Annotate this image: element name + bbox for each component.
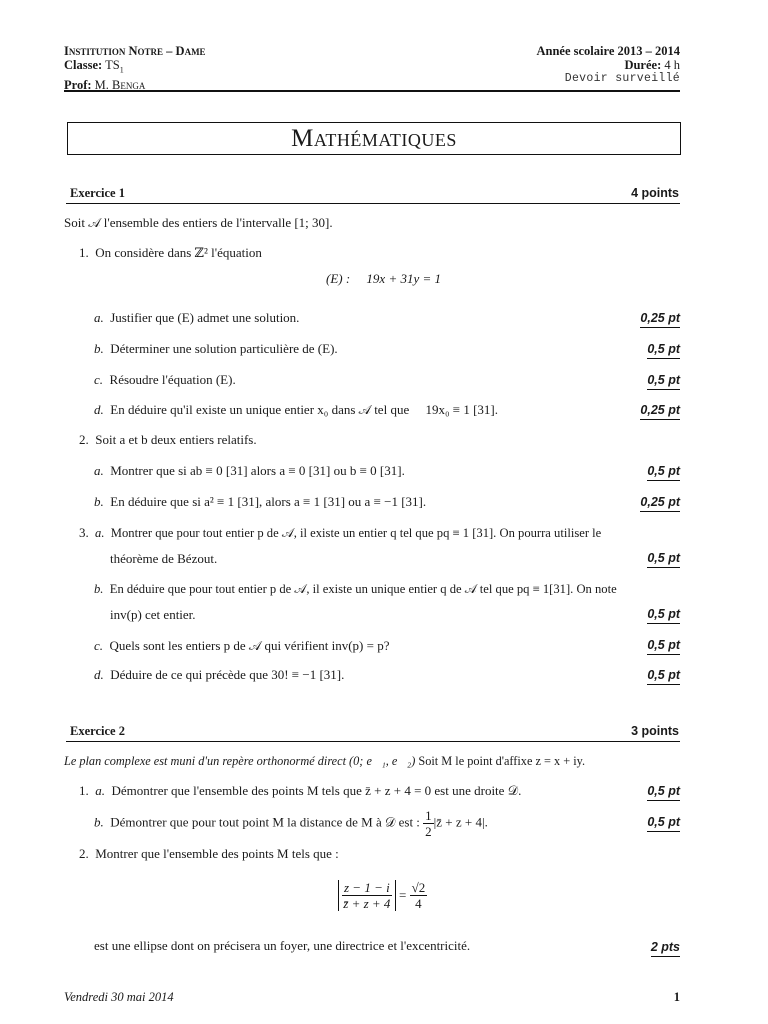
ex1-q3d: d. Déduire de ce qui précède que 30! ≡ −1 [31]. (94, 667, 345, 682)
ex1-intro: Soit 𝒜 l'ensemble des entiers de l'intervalle [1; 30]. (64, 215, 333, 230)
ex1-q1d-points: 0,25 pt (640, 403, 680, 420)
exercise-2-header (66, 724, 680, 742)
duration-line: Durée: 4 h (624, 58, 680, 72)
exercise-2-title: Exercice 2 (70, 724, 125, 738)
footer-date: Vendredi 30 mai 2014 (64, 990, 174, 1004)
ex1-q2b: b. En déduire que si a² ≡ 1 [31], alors a ≡ 1 [31] ou a ≡ −1 [31]. (94, 494, 427, 509)
ex2-q1b: b. Démontrer que pour tout point M la distance de M à 𝒟 est : $\frac{1}{2}$ |z̄ + z + 4|. (94, 808, 488, 839)
ex1-q3a-cont: théorème de Bézout. (110, 551, 218, 566)
header-rule (64, 90, 680, 92)
ex1-q3c-points: 0,5 pt (647, 638, 680, 655)
ex1-equation: (E) : 19x + 31y = 1 (326, 271, 442, 286)
ex1-q3b-cont: inv(p) cet entier. (110, 607, 196, 622)
ex1-q2a-points: 0,5 pt (647, 464, 680, 481)
exercise-1-header (66, 186, 680, 204)
ex1-q3a-points: 0,5 pt (647, 551, 680, 568)
classe-line: Classe: $TS_1$ (64, 58, 124, 75)
ex1-q3b: b. En déduire que pour tout entier p de 𝒜, il existe un unique entier q de 𝒜 tel que pq ≡ 1[31]. On note (94, 582, 617, 596)
exercise-1-title: Exercice 1 (70, 186, 125, 200)
exam-type: Devoir surveillé (564, 72, 680, 85)
page-title: Mathématiques (291, 125, 457, 152)
ex2-equation: $\frac{z - 1 - i}{z̄ + z + 4}$ = $\frac{√2}{4}$ (338, 880, 427, 911)
ex2-q2-conclusion: est une ellipse dont on précisera un foyer, une directrice et l'excentricité. (94, 938, 471, 953)
title-box (67, 122, 681, 155)
ex2-q1b-points: 0,5 pt (647, 815, 680, 832)
ex1-q3b-points: 0,5 pt (647, 607, 680, 624)
exercise-1-points: 4 points (631, 186, 679, 200)
ex1-q2: 2. Soit a et b deux entiers relatifs. (79, 432, 257, 447)
one-half-fraction: $\frac{1}{2}$ (425, 808, 432, 839)
header-left (64, 44, 206, 92)
ex1-q1a-points: 0,25 pt (640, 311, 680, 328)
exercise-2-points: 3 points (631, 724, 679, 738)
ex1-q1c-points: 0,5 pt (647, 373, 680, 390)
prof-line: Prof: M. Benga (64, 77, 146, 92)
ex1-q3a: 3. a. Montrer que pour tout entier p de 𝒜, il existe un entier q tel que pq ≡ 1 [31]. On pourra utiliser le (79, 525, 602, 540)
ex1-q3c: c. Quels sont les entiers p de 𝒜 qui vérifient inv(p) = p? (94, 638, 390, 653)
ex2-intro: Le plan complexe est muni d'un repère orthonormé direct (0; e⃗₁, e⃗₂) Soit M le point d'affixe z = x + iy. (64, 754, 586, 768)
header-right (536, 44, 680, 86)
ex2-q1a: 1. a. Démontrer que l'ensemble des points M tels que z̄ + z + 4 = 0 est une droite 𝒟. (79, 783, 522, 798)
ex2-q2: 2. Montrer que l'ensemble des points M tels que : (79, 846, 339, 861)
ex1-q3d-points: 0,5 pt (647, 668, 680, 685)
ex1-q1b-points: 0,5 pt (647, 342, 680, 359)
ex1-q1: 1. On considère dans ℤ² l'équation (79, 245, 262, 260)
page-number: 1 (673, 990, 680, 1004)
school-year: Année scolaire 2013 – 2014 (536, 44, 680, 58)
ex1-q2a: a. Montrer que si ab ≡ 0 [31] alors a ≡ 0 [31] ou b ≡ 0 [31]. (94, 463, 405, 478)
ex1-q1d: d. En déduire qu'il existe un unique entier x₀ dans 𝒜 tel que 19x₀ ≡ 1 [31]. (94, 402, 498, 417)
ex2-q1a-points: 0,5 pt (647, 784, 680, 801)
ex1-q1c: c. Résoudre l'équation (E). (94, 372, 236, 387)
institution-name: Institution Notre – Dame (64, 44, 206, 58)
ex2-q2-points: 2 pts (651, 940, 680, 957)
ex1-q2b-points: 0,25 pt (640, 495, 680, 512)
ex1-q1a: a. Justifier que (E) admet une solution. (94, 310, 300, 325)
ex1-q1b: b. Déterminer une solution particulière de (E). (94, 341, 338, 356)
